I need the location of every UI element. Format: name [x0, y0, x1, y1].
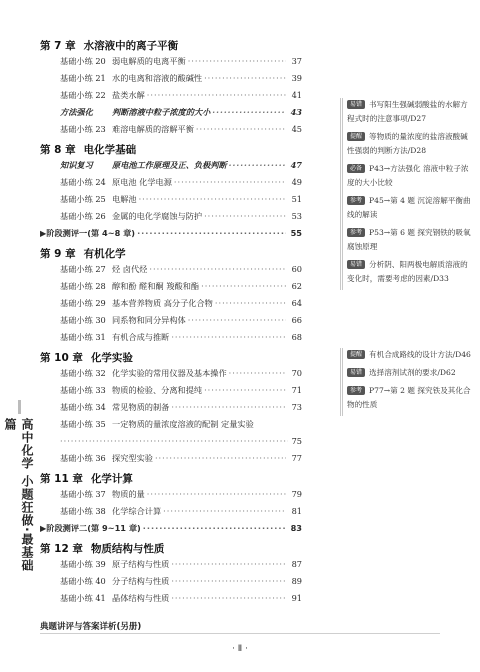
note-item: 易错 选择溶剂试剂的要求/D62: [347, 366, 475, 380]
note-item: 参考 P77→第 2 题 探究铁及其化合物的性质: [347, 386, 471, 409]
series-strip: [3, 400, 34, 580]
strip-bar: [18, 400, 21, 414]
toc-entry[interactable]: 基础小练 20 弱电解质的电离平衡 ····· 37: [60, 56, 302, 67]
toc-entry[interactable]: 基础小练 23 难溶电解质的溶解平衡 ····· 45: [60, 124, 302, 135]
note-item: 提醒 等物质的量浓度的盐溶液酸碱性强弱的判断方法/D28: [347, 132, 468, 155]
toc-entry[interactable]: 基础小练 41 晶体结构与性质 ····· 91: [60, 593, 302, 604]
chapter-heading[interactable]: 第 10 章 化学实验: [40, 352, 133, 364]
toc-entry-continuation[interactable]: ····· 75: [60, 436, 302, 446]
toc-entry[interactable]: 基础小练 29 基本营养物质 高分子化合物 ····· 64: [60, 298, 302, 309]
note-item: 提醒 有机合成路线的设计方法/D46: [347, 348, 475, 362]
toc-entry-method[interactable]: 方法强化 判断溶液中粒子浓度的大小 ····· 43: [60, 107, 302, 118]
toc-entry[interactable]: 基础小练 25 电解池 ····· 51: [60, 194, 302, 205]
toc-entry[interactable]: 基础小练 31 有机合成与推断 ····· 68: [60, 332, 302, 343]
toc-entry[interactable]: 基础小练 32 化学实验的常用仪器及基本操作 ····· 70: [60, 368, 302, 379]
chapter-heading[interactable]: 第 7 章 水溶液中的离子平衡: [40, 40, 179, 52]
toc-entry[interactable]: 基础小练 34 常见物质的制备 ····· 73: [60, 402, 302, 413]
toc-entry[interactable]: 基础小练 37 物质的量 ····· 79: [60, 489, 302, 500]
toc-entry[interactable]: 基础小练 28 醇和酚 醛和酮 羧酸和酯 ····· 62: [60, 281, 302, 292]
note-item: 参考 P53→第 6 题 探究钢铁的吸氧腐蚀原理: [347, 228, 471, 251]
toc-entry[interactable]: 基础小练 21 水的电离和溶液的酸碱性 ····· 39: [60, 73, 302, 84]
toc-entry[interactable]: 基础小练 38 化学综合计算 ····· 81: [60, 506, 302, 517]
toc-entry[interactable]: 基础小练 26 金属的电化学腐蚀与防护 ····· 53: [60, 211, 302, 222]
page-number: · Ⅱ ·: [232, 644, 248, 654]
stage-test-entry[interactable]: ▶阶段测评一(第 4~8 章) ····· 55: [40, 228, 302, 239]
toc-entry-review[interactable]: 知识复习 原电池工作原理及正、负极判断 ····· 47: [60, 160, 302, 171]
note-item: 必备 P43→方法强化 溶液中粒子浓度的大小比较: [347, 164, 469, 187]
chapter-heading[interactable]: 第 11 章 化学计算: [40, 473, 133, 485]
toc-entry[interactable]: 基础小练 30 同系物和同分异构体 ····· 66: [60, 315, 302, 326]
note-item: 易错 书写阳生强碱弱酸盐的水解方程式时的注意事项/D27: [347, 100, 468, 123]
toc-entry[interactable]: 基础小练 24 原电池 化学电源 ····· 49: [60, 177, 302, 188]
footer-title: 典题讲评与答案详析(另册): [40, 622, 142, 632]
note-item: 易错 分析阴、阳两极电解质溶液的变化时，需要考虑的因素/D33: [347, 260, 468, 283]
toc-entry[interactable]: 基础小练 36 探究型实验 ····· 77: [60, 453, 302, 464]
chapter-heading[interactable]: 第 12 章 物质结构与性质: [40, 543, 165, 555]
stage-test-entry[interactable]: ▶阶段测评二(第 9~11 章) ····· 83: [40, 523, 302, 534]
toc-entry[interactable]: 基础小练 33 物质的检验、分离和提纯 ····· 71: [60, 385, 302, 396]
toc-entry[interactable]: 基础小练 27 烃 卤代烃 ····· 60: [60, 264, 302, 275]
toc-entry[interactable]: 基础小练 35 一定物质的量浓度溶液的配制 定量实验: [60, 419, 254, 429]
toc-entry[interactable]: 基础小练 22 盐类水解 ····· 41: [60, 90, 302, 101]
chapter-heading[interactable]: 第 9 章 有机化学: [40, 248, 126, 260]
notes-panel-b: [340, 348, 475, 416]
chapter-heading[interactable]: 第 8 章 电化学基础: [40, 144, 137, 156]
series-title: 高中化学 小题狂做·最基础篇: [3, 417, 34, 572]
notes-panel-a: [340, 98, 475, 290]
toc-entry[interactable]: 基础小练 39 原子结构与性质 ····· 87: [60, 559, 302, 570]
toc-entry[interactable]: 基础小练 40 分子结构与性质 ····· 89: [60, 576, 302, 587]
footer-divider: [40, 633, 440, 634]
note-item: 参考 P45→第 4 题 沉淀溶解平衡曲线的解读: [347, 196, 471, 219]
